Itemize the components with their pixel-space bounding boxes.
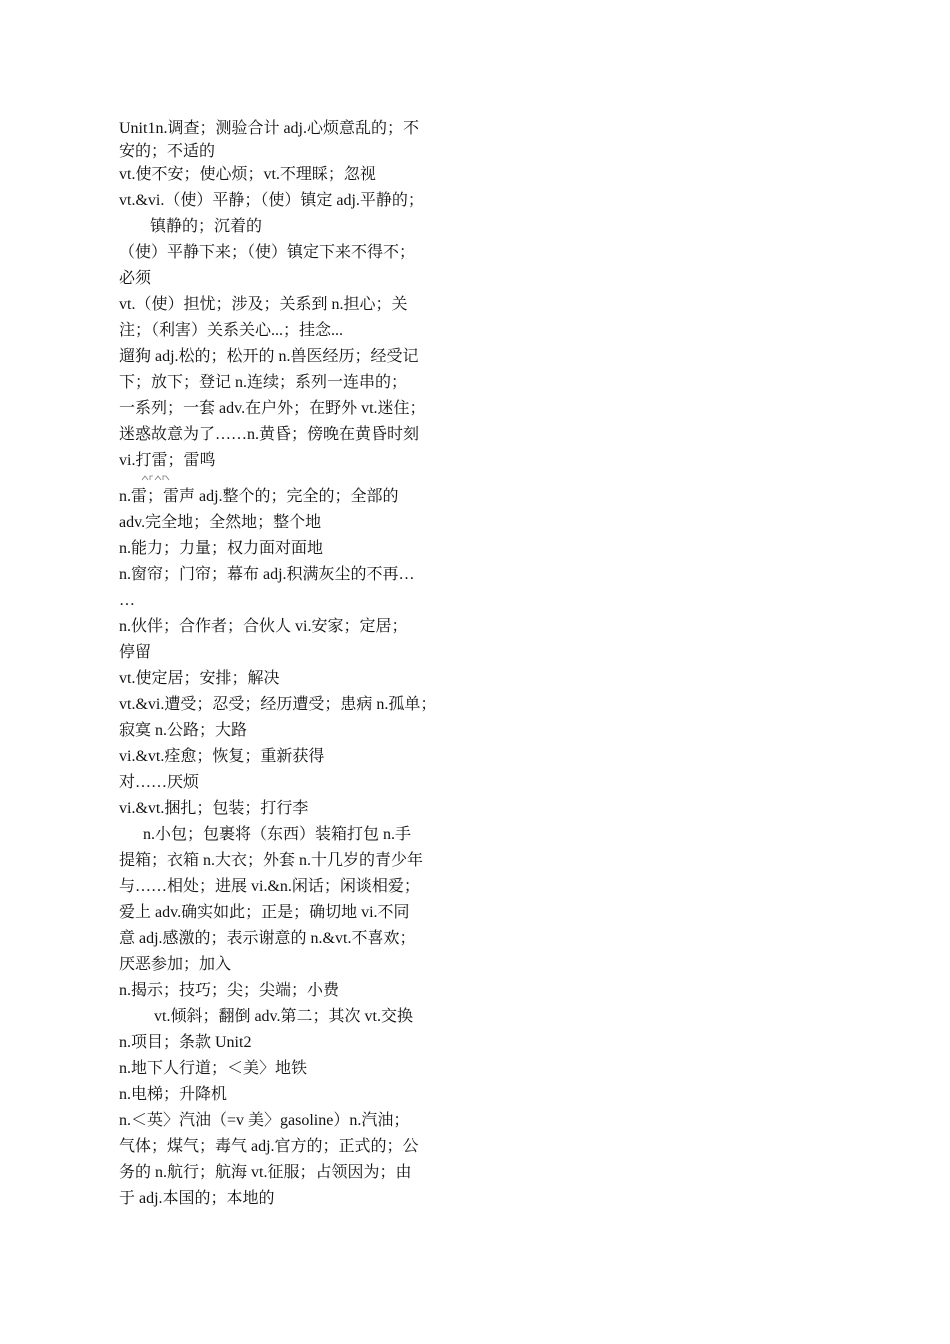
text-line: Unit1n.调查；测验合计 adj.心烦意乱的；不	[119, 120, 419, 137]
text-line: 与……相处；进展 vi.&n.闲话；闲谈相爱；	[119, 878, 420, 895]
text-line: vt.使定居；安排；解决	[119, 670, 280, 687]
text-line: 气体；煤气；毒气 adj.官方的；正式的；公	[119, 1138, 419, 1155]
text-line: vi.打雷；雷鸣	[119, 452, 216, 469]
text-line: 停留	[119, 644, 152, 661]
text-line: 务的 n.航行；航海 vt.征服；占领因为；由	[119, 1164, 412, 1181]
text-line: n.伙伴；合作者；合伙人 vi.安家；定居；	[119, 618, 408, 635]
text-line: n.窗帘；门帘；幕布 adj.积满灰尘的不再…	[119, 566, 415, 583]
text-line: n.小包；包裹将（东西）装箱打包 n.手	[143, 826, 412, 843]
text-line: 一系列；一套 adv.在户外；在野外 vt.迷住；	[119, 400, 426, 417]
text-line: vt.&vi.（使）平静；（使）镇定 adj.平静的；	[119, 192, 424, 209]
text-line: vt.使不安；使心烦；vt.不理睬；忽视	[119, 166, 376, 183]
text-line: 安的；不适的	[119, 143, 216, 160]
text-line: n.电梯；升降机	[119, 1086, 228, 1103]
text-line: 迷惑故意为了……n.黄昏；傍晚在黄昏时刻	[119, 426, 420, 443]
text-line: n.地下人行道；＜美〉地铁	[119, 1060, 308, 1077]
text-line: vt.倾斜；翻倒 adv.第二；其次 vt.交换	[154, 1008, 413, 1025]
text-line: …	[119, 592, 135, 609]
vocabulary-text-block	[119, 116, 459, 1212]
text-line: vt.（使）担忧；涉及；关系到 n.担心；关	[119, 296, 408, 313]
decorative-mark	[119, 474, 459, 484]
text-line: vi.&vt.捆扎；包装；打行李	[119, 800, 309, 817]
text-line: 镇静的；沉着的	[150, 218, 263, 235]
text-line: n.能力；力量；权力面对面地	[119, 540, 324, 557]
text-line: 寂寞 n.公路；大路	[119, 722, 248, 739]
text-line: 意 adj.感激的；表示谢意的 n.&vt.不喜欢；	[119, 930, 416, 947]
text-line: n.项目；条款 Unit2	[119, 1034, 252, 1051]
text-line: 遛狗 adj.松的；松开的 n.兽医经历；经受记	[119, 348, 419, 365]
text-line: 注；（利害）关系关心...；挂念...	[119, 322, 344, 339]
text-line: 对……厌烦	[119, 774, 200, 791]
text-line: （使）平静下来；（使）镇定下来不得不；	[119, 244, 416, 261]
text-line: n.＜英〉汽油（=v 美〉gasoline）n.汽油；	[119, 1112, 410, 1129]
text-line: n.揭示；技巧；尖；尖端；小费	[119, 982, 340, 999]
text-line: 下；放下；登记 n.连续；系列一连串的；	[119, 374, 408, 391]
text-line: vt.&vi.遭受；忍受；经历遭受；患病 n.孤单；	[119, 696, 437, 713]
text-line: adv.完全地；全然地；整个地	[119, 514, 322, 531]
text-line: 提箱；衣箱 n.大衣；外套 n.十几岁的青少年	[119, 852, 424, 869]
text-line: vi.&vt.痊愈；恢复；重新获得	[119, 748, 325, 765]
text-line: 爱上 adv.确实如此；正是；确切地 vi.不同	[119, 904, 410, 921]
text-line: 于 adj.本国的；本地的	[119, 1190, 275, 1207]
text-line: n.雷；雷声 adj.整个的；完全的；全部的	[119, 488, 399, 505]
text-line: 厌恶参加；加入	[119, 956, 232, 973]
text-line: 必须	[119, 270, 152, 287]
